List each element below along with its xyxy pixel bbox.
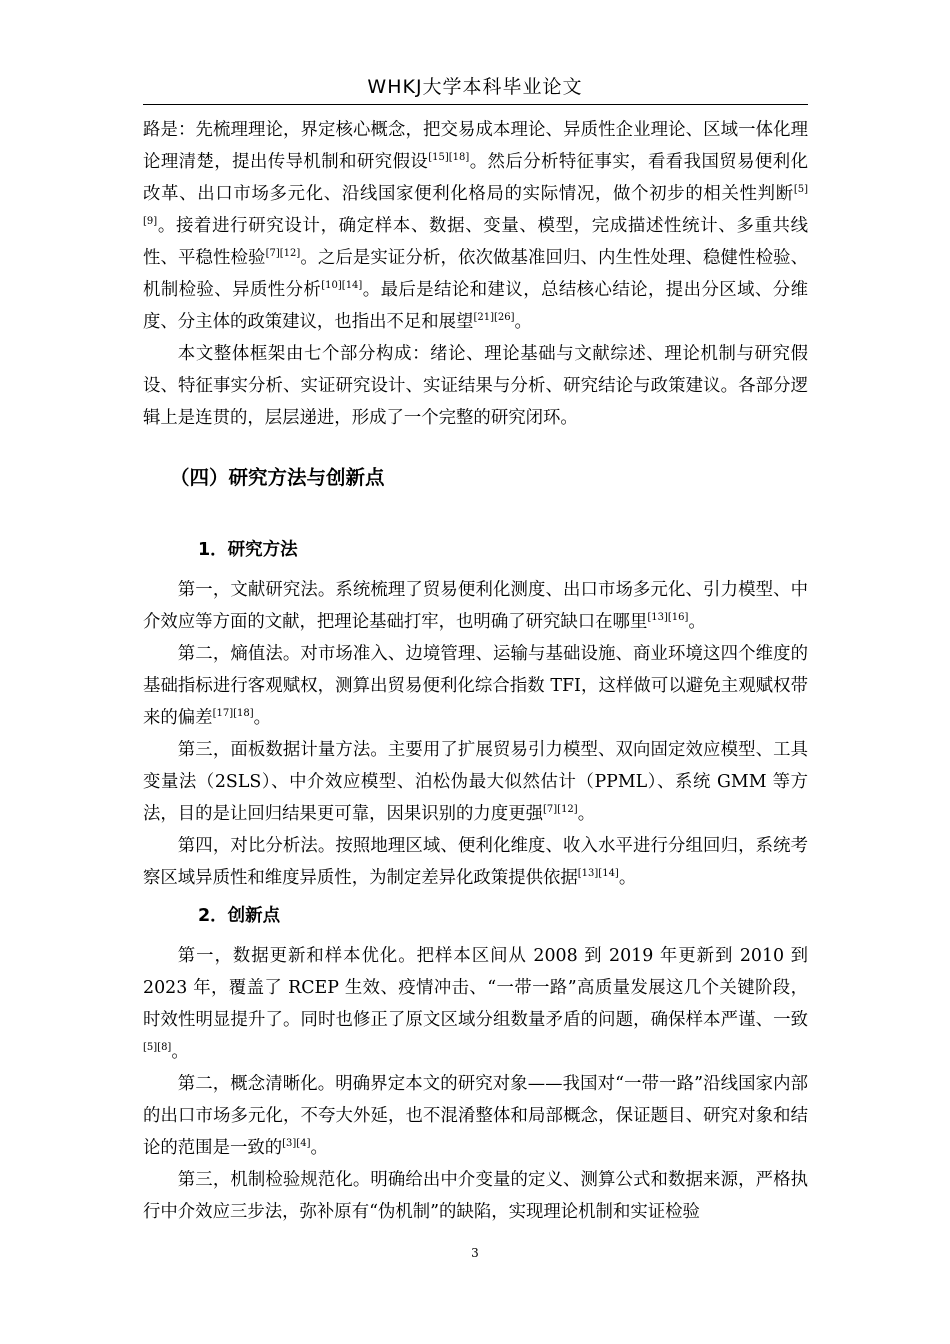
text-run: 。	[688, 612, 706, 632]
text-run: 第一，数据更新和样本优化。把样本区间从 2008 到 2019 年更新到 2010 到 2023 年，覆盖了 RCEP 生效、疫情冲击、“一带一路”高质量发展这几个关键阶段，时效性明显提升了。同时也修正了原文区域分组数量矛盾的问题，确保样本严谨、一致	[143, 946, 808, 1030]
innovation-list	[143, 940, 808, 1228]
citation: [13][14]	[577, 868, 619, 879]
text-run: 第二，熵值法。对市场准入、边境管理、运输与基础设施、商业环境这四个维度的基础指标进行客观赋权，测算出贸易便利化综合指数 TFI，这样做可以避免主观赋权带来的偏差	[143, 644, 808, 728]
text-run: 。	[253, 708, 272, 728]
citation: [5][9]	[143, 184, 808, 227]
text-run: 。	[514, 312, 532, 332]
citation: [13][16]	[647, 612, 689, 623]
paragraph-framework: 本文整体框架由七个部分构成：绪论、理论基础与文献综述、理论机制与研究假设、特征事实分析、实证研究设计、实证结果与分析、研究结论与政策建议。各部分逻辑上是连贯的，层层递进，形成了一个完整的研究闭环。	[143, 344, 808, 428]
list-item	[143, 574, 808, 638]
running-header: WHKJ大学本科毕业论文	[367, 76, 583, 98]
text-run: 。	[171, 1042, 189, 1062]
text-run: 第二，概念清晰化。明确界定本文的研究对象——我国对“一带一路”沿线国家内部的出口市场多元化，不夸大外延，也不混淆整体和局部概念，保证题目、研究对象和结论的范围是一致的	[143, 1074, 808, 1158]
text-run: 第三，机制检验规范化。明确给出中介变量的定义、测算公式和数据来源，严格执行中介效应三步法，弥补原有“伪机制”的缺陷，实现理论机制和实证检验	[143, 1170, 808, 1222]
text-run: 第三，面板数据计量方法。主要用了扩展贸易引力模型、双向固定效应模型、工具变量法（2SLS）、中介效应模型、泊松伪最大似然估计（PPML）、系统 GMM 等方法，目的是让回归结果更可靠，因果识别的力度更强	[143, 740, 808, 824]
text-run: 路是：先梳理理论，界定核心概念，把交易成本理论、异质性企业理论、区域一体化理论理清楚，提出传导机制和研究假设	[143, 120, 808, 172]
citation: [5][8]	[143, 1042, 172, 1053]
list-item	[143, 940, 808, 1068]
paragraph-research-route	[143, 114, 808, 338]
text-run: 。	[577, 804, 596, 824]
citation: [10][14]	[321, 280, 363, 291]
citation: [15][18]	[428, 152, 470, 163]
list-item	[143, 734, 808, 830]
methods-list	[143, 574, 808, 894]
text-run: 。然后分析特征事实，看看我国贸易便利化改革、出口市场多元化、沿线国家便利化格局的实际情况，做个初步的相关性判断	[143, 152, 808, 204]
section-heading: （四）研究方法与创新点	[170, 466, 385, 489]
list-item	[143, 1068, 808, 1164]
text-run: 。	[618, 868, 637, 888]
subsection-heading-innovation: 2．创新点	[198, 906, 281, 926]
text-run: 。之后是实证分析，依次做基准回归、内生性处理、稳健性检验、机制检验、异质性分析	[143, 248, 808, 300]
text-run: 。	[310, 1138, 328, 1158]
text-run: 第一，文献研究法。系统梳理了贸易便利化测度、出口市场多元化、引力模型、中介效应等方面的文献，把理论基础打牢，也明确了研究缺口在哪里	[143, 580, 808, 632]
text-run: 。接着进行研究设计，确定样本、数据、变量、模型，完成描述性统计、多重共线性、平稳性检验	[143, 216, 808, 268]
body-text-top	[143, 114, 808, 434]
list-item	[143, 638, 808, 734]
list-item	[143, 830, 808, 894]
citation: [7][12]	[265, 248, 301, 259]
citation: [17][18]	[212, 708, 254, 719]
subsection-heading-methods: 1．研究方法	[198, 540, 298, 560]
page-number: 3	[471, 1246, 479, 1260]
text-run: 。最后是结论和建议，总结核心结论，提出分区域、分维度、分主体的政策建议，也指出不足和展望	[143, 280, 808, 332]
citation: [21][26]	[473, 312, 515, 323]
header-rule	[143, 104, 808, 105]
list-item	[143, 1164, 808, 1228]
citation: [7][12]	[543, 804, 578, 815]
citation: [3][4]	[282, 1138, 311, 1149]
text-run: 第四，对比分析法。按照地理区域、便利化维度、收入水平进行分组回归，系统考察区域异质性和维度异质性，为制定差异化政策提供依据	[143, 836, 808, 888]
